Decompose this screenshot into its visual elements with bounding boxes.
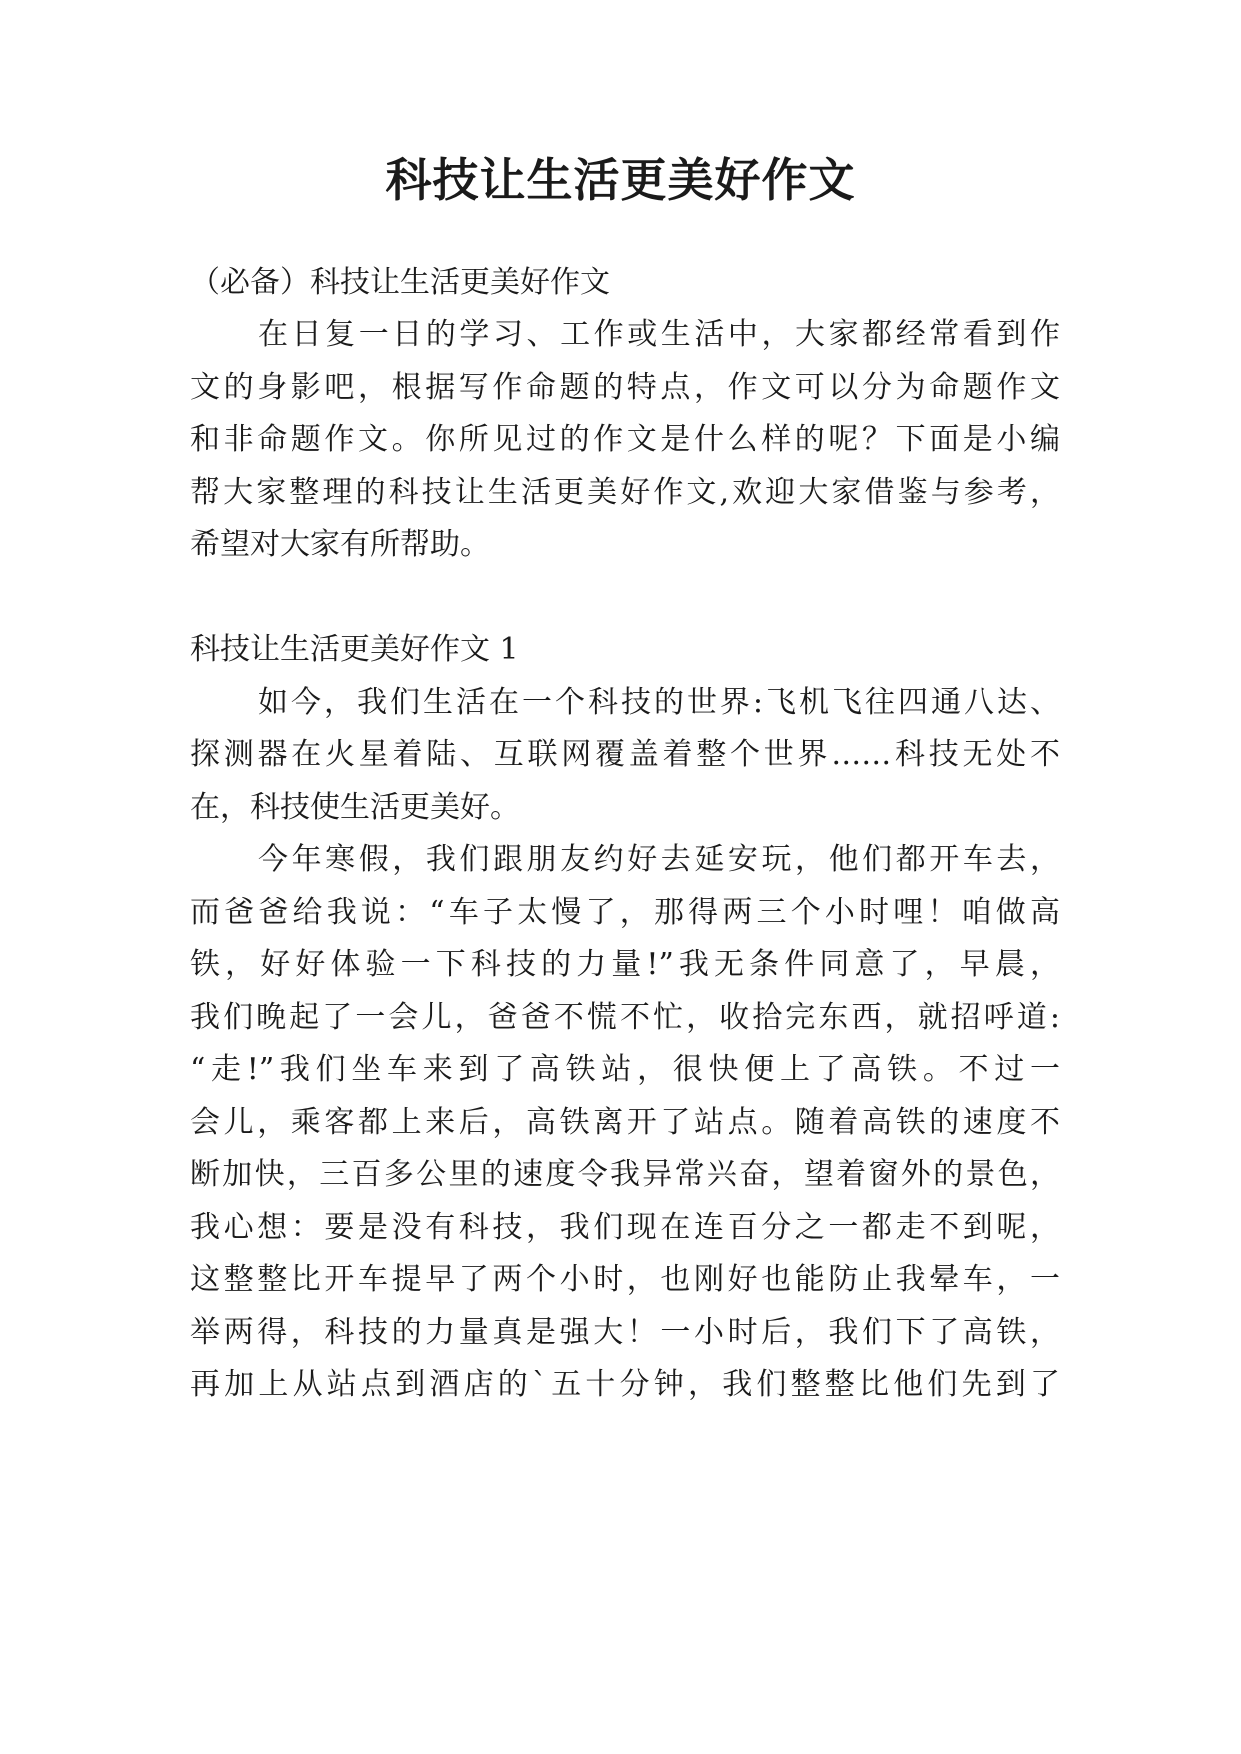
paragraph-line: 这整整比开车提早了两个小时，也刚好也能防止我晕车，一 bbox=[190, 1262, 1060, 1297]
intro-line: 在日复一日的学习、工作或生活中，大家都经常看到作 bbox=[258, 317, 1060, 352]
section-heading: 科技让生活更美好作文 1 bbox=[190, 632, 519, 667]
intro-line: 希望对大家有所帮助。 bbox=[190, 527, 490, 562]
paragraph-line: 会儿，乘客都上来后，高铁离开了站点。随着高铁的速度不 bbox=[190, 1105, 1060, 1140]
intro-line: 文的身影吧，根据写作命题的特点，作文可以分为命题作文 bbox=[190, 370, 1060, 405]
paragraph-line: 探测器在火星着陆、互联网覆盖着整个世界……科技无处不 bbox=[190, 737, 1060, 772]
paragraph-line: 如今，我们生活在一个科技的世界:飞机飞往四通八达、 bbox=[258, 685, 1060, 720]
paragraph-line: 举两得，科技的力量真是强大！一小时后，我们下了高铁， bbox=[190, 1315, 1060, 1350]
paragraph-line: 铁，好好体验一下科技的力量!”我无条件同意了，早晨， bbox=[190, 947, 1060, 982]
document-title: 科技让生活更美好作文 bbox=[385, 153, 856, 207]
paragraph-line: 我心想：要是没有科技，我们现在连百分之一都走不到呢， bbox=[190, 1210, 1060, 1245]
paragraph-line: “走!”我们坐车来到了高铁站，很快便上了高铁。不过一 bbox=[190, 1052, 1060, 1087]
paragraph-line: 断加快，三百多公里的速度令我异常兴奋，望着窗外的景色， bbox=[190, 1157, 1060, 1192]
paragraph-line: 我们晚起了一会儿，爸爸不慌不忙，收拾完东西，就招呼道: bbox=[190, 1000, 1060, 1035]
paragraph-line: 而爸爸给我说：“车子太慢了，那得两三个小时哩！咱做高 bbox=[190, 895, 1060, 930]
intro-line: 帮大家整理的科技让生活更美好作文,欢迎大家借鉴与参考， bbox=[190, 475, 1060, 510]
intro-line: 和非命题作文。你所见过的作文是什么样的呢？下面是小编 bbox=[190, 422, 1060, 457]
paragraph-line: 今年寒假，我们跟朋友约好去延安玩，他们都开车去， bbox=[258, 842, 1060, 877]
document-subtitle: （必备）科技让生活更美好作文 bbox=[190, 265, 610, 300]
paragraph-line: 在，科技使生活更美好。 bbox=[190, 790, 520, 825]
paragraph-line: 再加上从站点到酒店的`五十分钟，我们整整比他们先到了 bbox=[190, 1367, 1060, 1402]
